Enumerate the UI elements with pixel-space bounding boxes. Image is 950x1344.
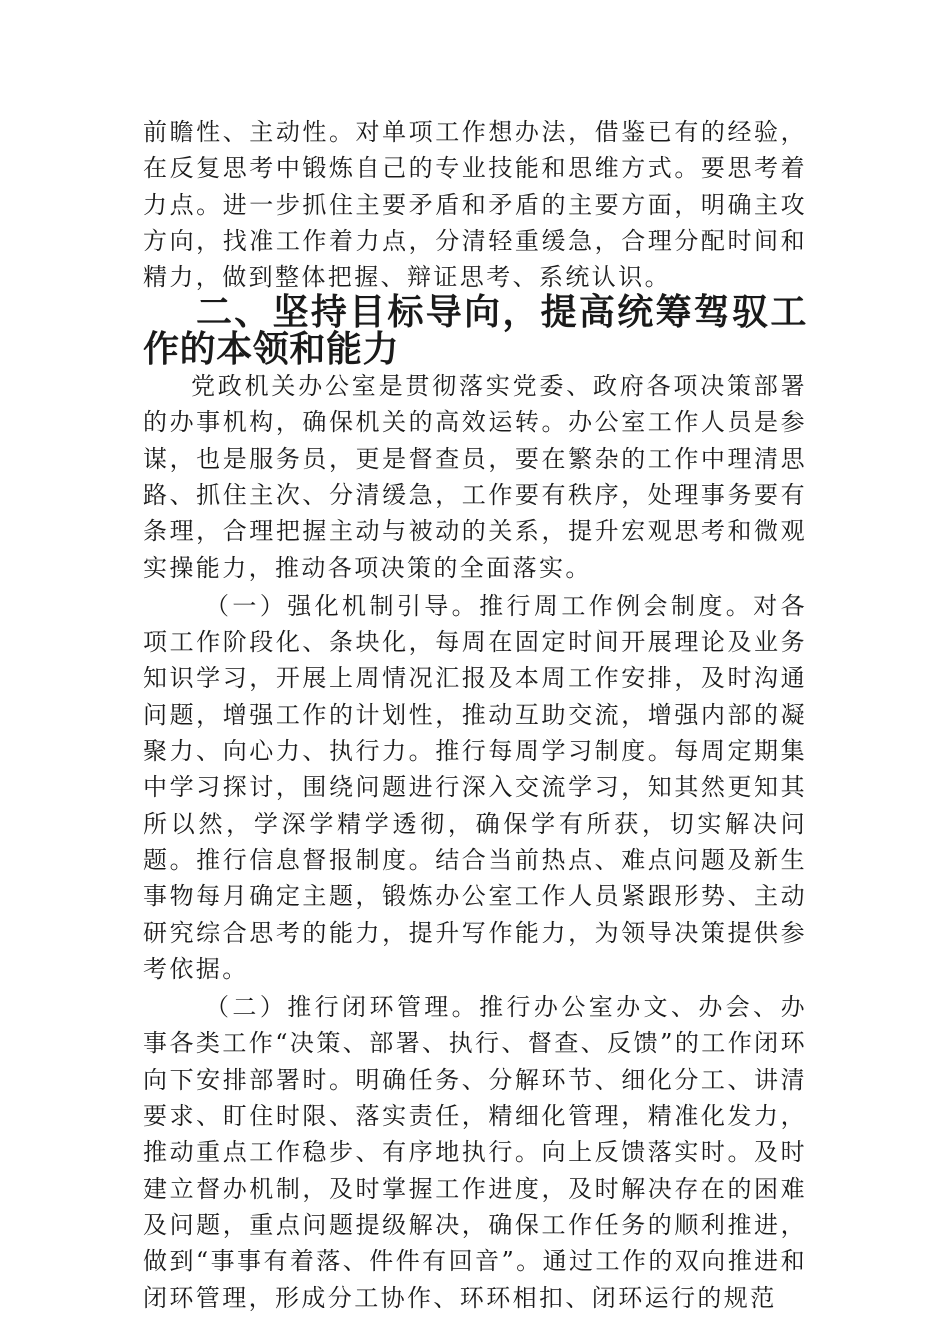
section-heading: 二、坚持目标导向，提高统筹驾驭工作的本领和能力 xyxy=(143,292,807,370)
paragraph-body: 党政机关办公室是贯彻落实党委、政府各项决策部署的办事机构，确保机关的高效运转。办公室工作人员是参谋，也是服务员，更是督查员，要在繁杂的工作中理清思路、抓住主次、分清缓急，工作要有秩序，处理事务要有条理，合理把握主动与被动的关系，提升宏观思考和微观实操能力，推动各项决策的全面落实。 xyxy=(143,372,807,582)
document-body xyxy=(143,114,807,1316)
paragraph-subsection-1: （一）强化机制引导。推行周工作例会制度。对各项工作阶段化、条块化，每周在固定时间开展理论及业务知识学习，开展上周情况汇报及本周工作安排，及时沟通问题，增强工作的计划性，推动互助交流，增强内部的凝聚力、向心力、执行力。推行每周学习制度。每周定期集中学习探讨，围绕问题进行深入交流学习，知其然更知其所以然，学深学精学透彻，确保学有所获，切实解决问题。推行信息督报制度。结合当前热点、难点问题及新生事物每月确定主题，锻炼办公室工作人员紧跟形势、主动研究综合思考的能力，提升写作能力，为领导决策提供参考依据。 xyxy=(143,591,807,983)
paragraph-subsection-2: （二）推行闭环管理。推行办公室办文、办会、办事各类工作“决策、部署、执行、督查、反馈”的工作闭环向下安排部署时。明确任务、分解环节、细化分工、讲清要求、盯住时限、落实责任，精细化管理，精准化发力，推动重点工作稳步、有序地执行。向上反馈落实时。及时建立督办机制，及时掌握工作进度，及时解决存在的困难及问题，重点问题提级解决，确保工作任务的顺利推进，做到“事事有着落、件件有回音”。通过工作的双向推进和闭环管理，形成分工协作、环环相扣、闭环运行的规范 xyxy=(143,993,807,1312)
paragraph-continuation: 前瞻性、主动性。对单项工作想办法，借鉴已有的经验，在反复思考中锻炼自己的专业技能和思维方式。要思考着力点。进一步抓住主要矛盾和矛盾的主要方面，明确主攻方向，找准工作着力点，分清轻重缓急，合理分配时间和精力，做到整体把握、辩证思考、系统认识。 xyxy=(143,118,807,292)
